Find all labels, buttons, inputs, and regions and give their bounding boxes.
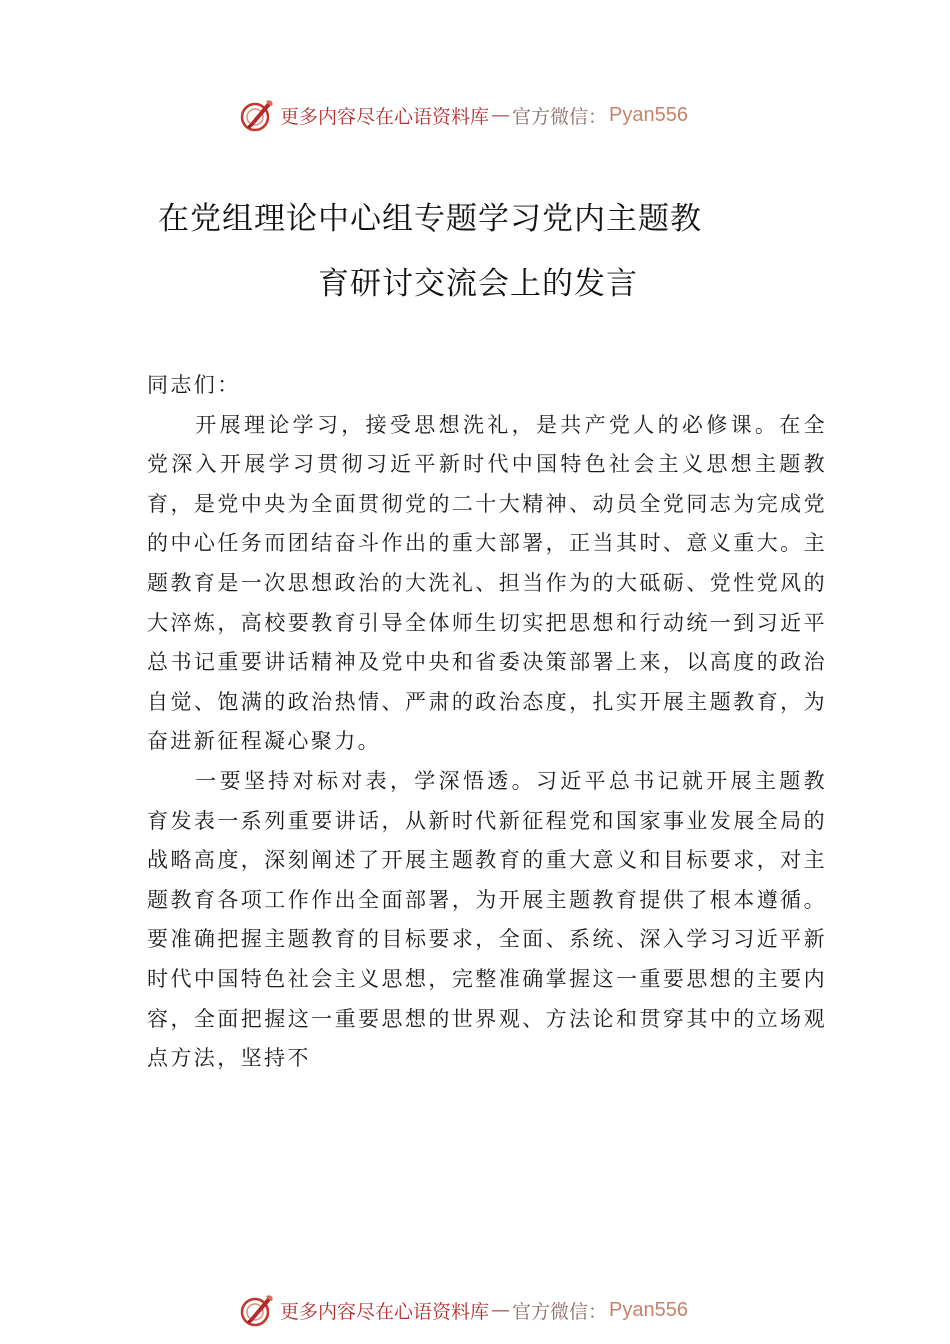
paragraph-1: 开展理论学习，接受思想洗礼，是共产党人的必修课。在全党深入开展学习贯彻习近平新时代中国特色社会主义思想主题教育，是党中央为全面贯彻党的二十大精神、动员全党同志为完成党的中心任务而团结奋斗作出的重大部署，正当其时、意义重大。主题教育是一次思想政治的大洗礼、担当作为的大砥砺、党性党风的大淬炼，高校要教育引导全体师生切实把思想和行动统一到习近平总书记重要讲话精神及党中央和省委决策部署上来，以高度的政治自觉、饱满的政治热情、严肃的政治态度，扎实开展主题教育，为奋进新征程凝心聚力。 — [147, 412, 827, 754]
banner-wechat-label: 官方微信： — [512, 105, 608, 128]
banner-wechat-label: 官方微信： — [512, 1300, 608, 1323]
quill-pen-logo-icon — [238, 96, 276, 134]
banner-separator: — — [491, 104, 511, 126]
banner-wechat-handle[interactable]: Pyan556 — [609, 103, 688, 126]
paragraph-2: 一要坚持对标对表，学深悟透。习近平总书记就开展主题教育发表一系列重要讲话，从新时代新征程党和国家事业发展全局的战略高度，深刻阐述了开展主题教育的重大意义和目标要求，对主题教育各项工作作出全面部署，为开展主题教育提供了根本遵循。要准确把握主题教育的目标要求，全面、系统、深入学习习近平新时代中国特色社会主义思想，完整准确掌握这一重要思想的主要内容，全面把握这一重要思想的世界观、方法论和贯穿其中的立场观点方法，坚持不 — [147, 768, 827, 1071]
footer-banner[interactable] — [238, 1290, 688, 1330]
banner-wechat-handle[interactable]: Pyan556 — [609, 1298, 688, 1321]
banner-brand-text: 更多内容尽在心语资料库 — [280, 105, 490, 128]
header-banner[interactable] — [238, 95, 688, 135]
document-body — [147, 366, 827, 1079]
banner-separator: — — [491, 1299, 511, 1321]
quill-pen-logo-icon — [238, 1291, 276, 1329]
greeting: 同志们： — [147, 373, 241, 397]
banner-brand-text: 更多内容尽在心语资料库 — [280, 1300, 490, 1323]
document-title-line-1: 在党组理论中心组专题学习党内主题教 — [158, 201, 702, 237]
document-title-line-2: 育研讨交流会上的发言 — [318, 266, 638, 302]
